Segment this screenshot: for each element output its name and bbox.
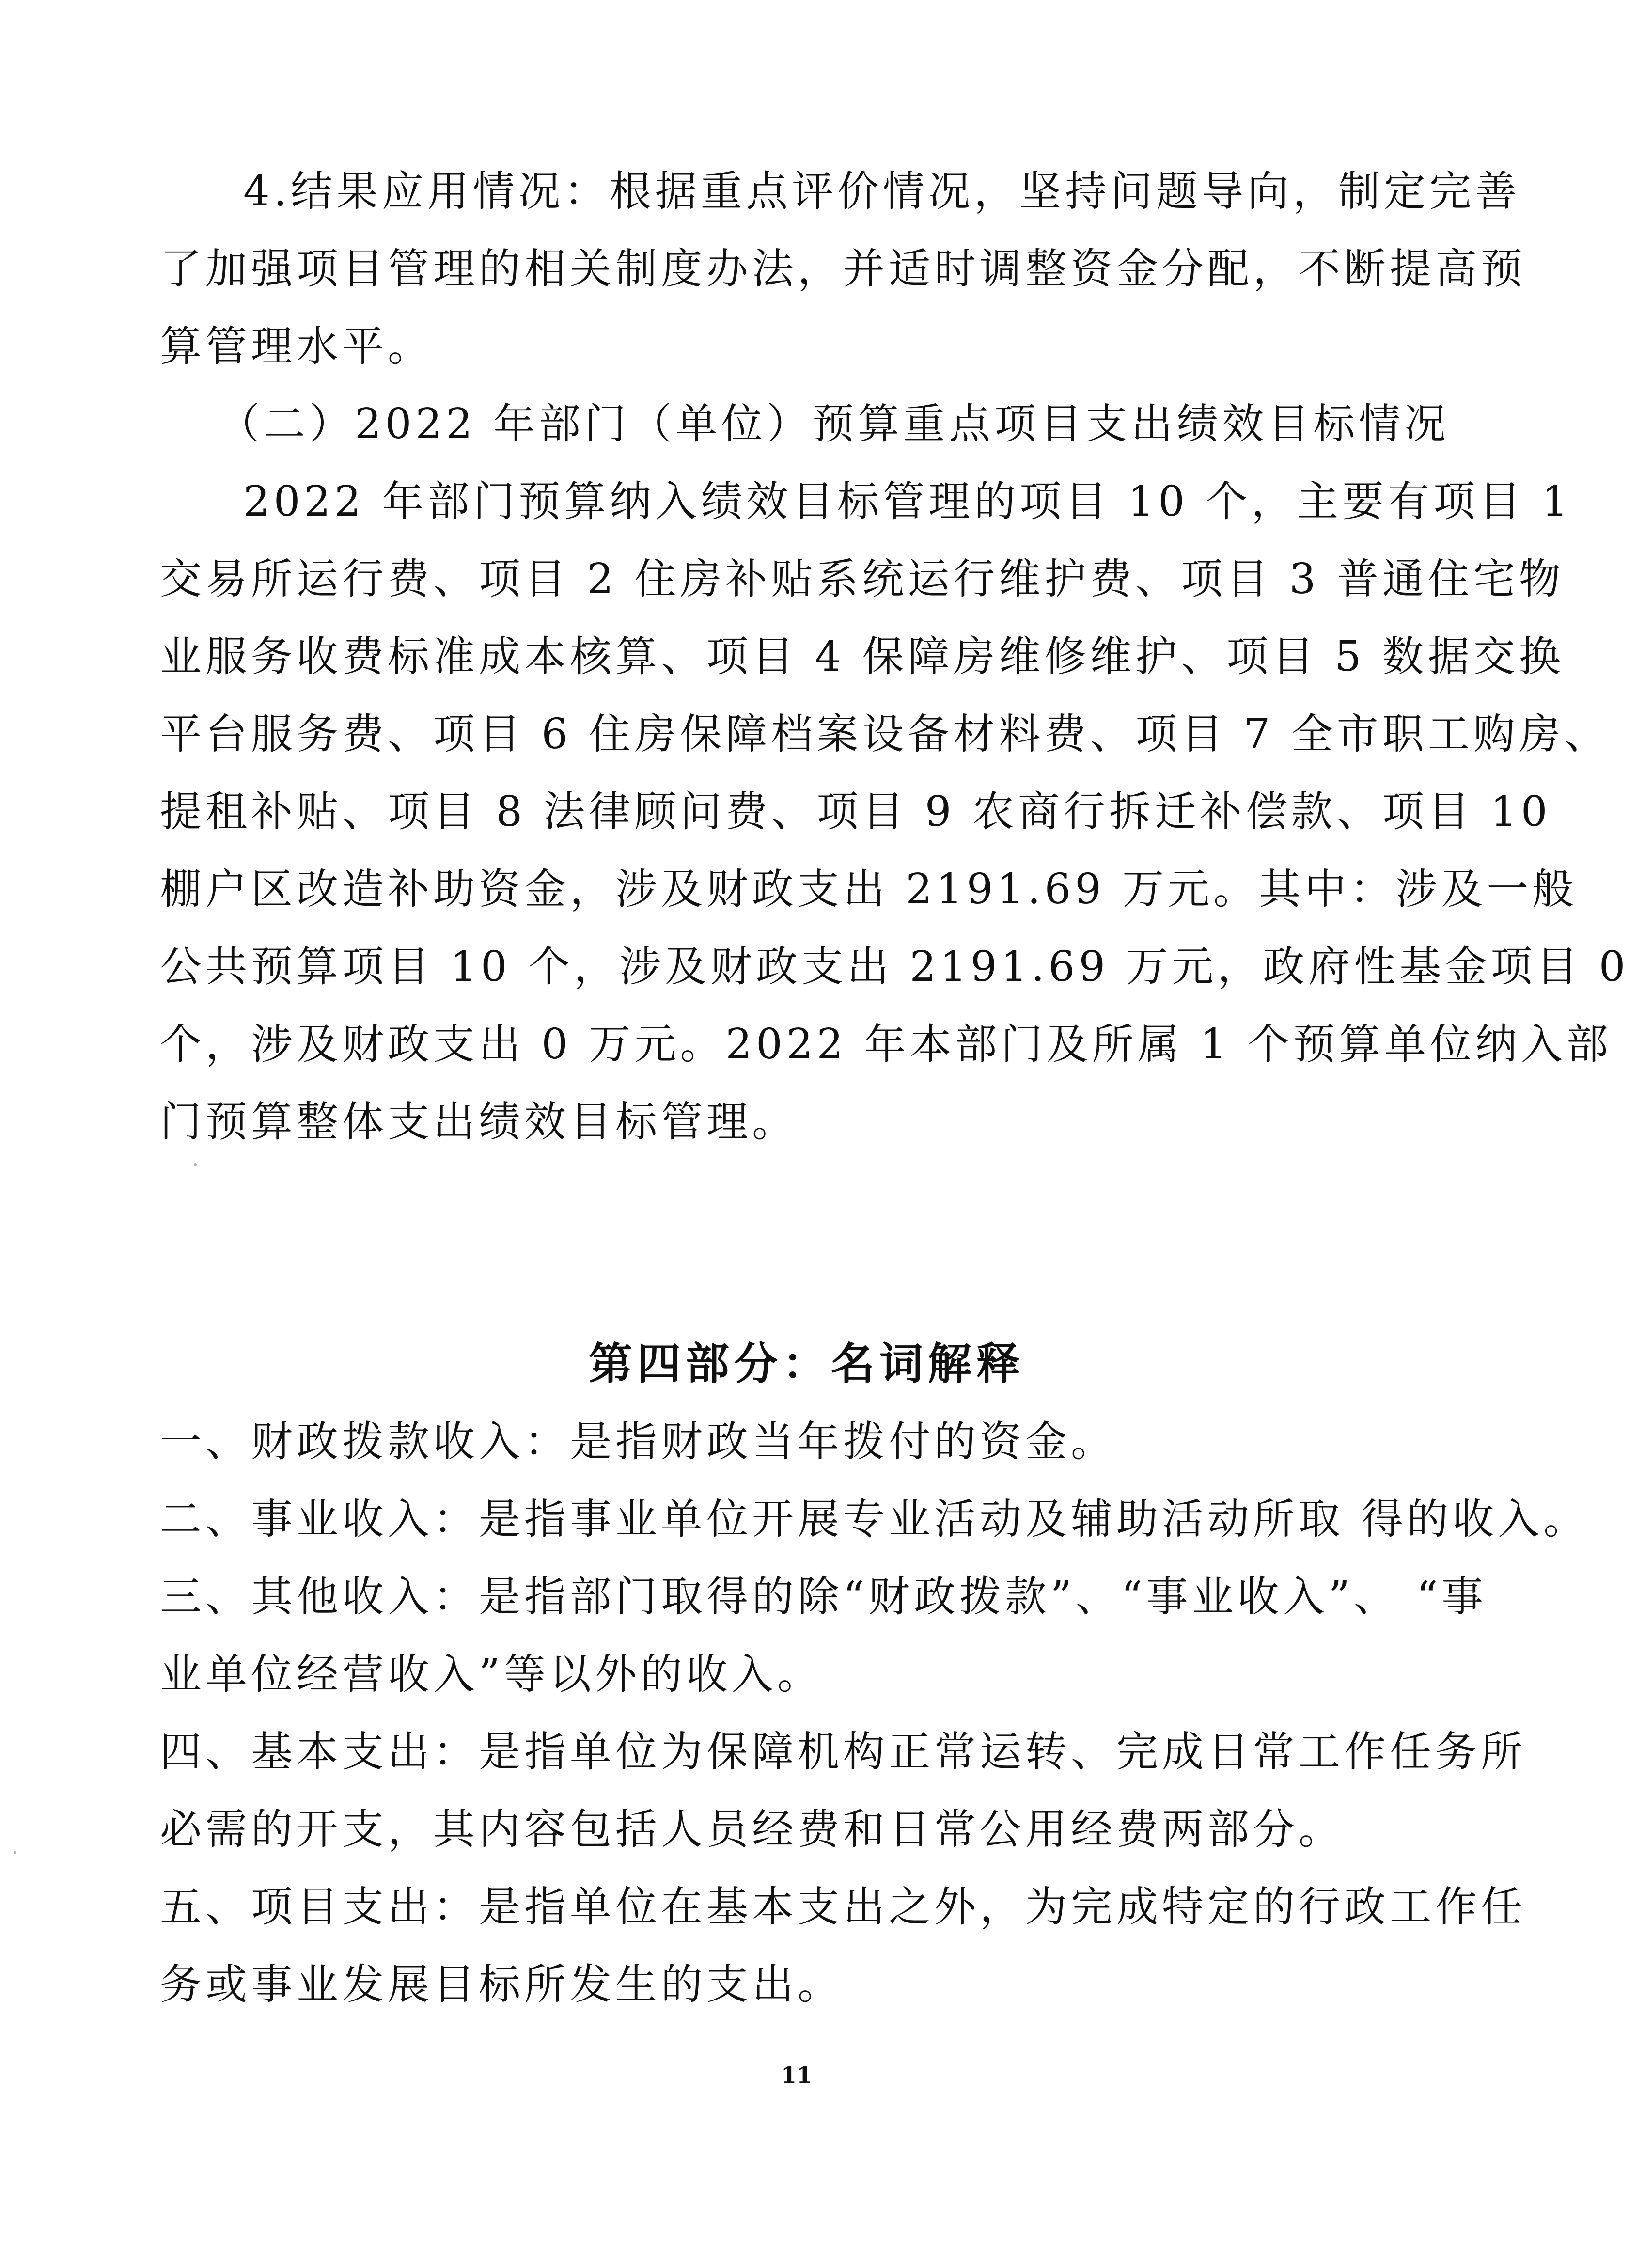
section-title: 第四部分：名词解释	[589, 1339, 1025, 1389]
page-content	[160, 153, 1629, 2023]
paragraph-line: 门预算整体支出绩效目标管理。	[160, 1098, 798, 1146]
paragraph-line: 了加强项目管理的相关制度办法，并适时调整资金分配，不断提高预	[160, 245, 1526, 293]
paragraph-line: 提租补贴、项目 8 法律顾问费、项目 9 农商行拆迁补偿款、项目 10	[160, 788, 1551, 836]
glossary-line: 务或事业发展目标所发生的支出。	[160, 1960, 843, 2009]
glossary-line: 业单位经营收入”等以外的收入。	[160, 1650, 823, 1699]
result-application-paragraph	[160, 153, 1526, 385]
paragraph-line: 棚户区改造补助资金，涉及财政支出 2191.69 万元。其中：涉及一般	[160, 865, 1578, 914]
paragraph-line: 个，涉及财政支出 0 万元。2022 年本部门及所属 1 个预算单位纳入部	[160, 1020, 1612, 1069]
paragraph-line: 业服务收费标准成本核算、项目 4 保障房维修维护、项目 5 数据交换	[160, 632, 1565, 681]
page-number: 11	[781, 2062, 812, 2088]
glossary-line: 三、其他收入：是指部门取得的除“财政拨款”、“事业收入”、 “事	[160, 1573, 1488, 1621]
paragraph-line: 交易所运行费、项目 2 住房补贴系统运行维护费、项目 3 普通住宅物	[160, 555, 1565, 603]
performance-targets-subheading: （二）2022 年部门（单位）预算重点项目支出绩效目标情况	[218, 400, 1450, 448]
glossary-line: 必需的开支，其内容包括人员经费和日常公用经费两部分。	[160, 1805, 1344, 1854]
scan-speck	[14, 1851, 16, 1854]
glossary-list	[160, 1403, 1589, 2023]
glossary-line: 二、事业收入：是指事业单位开展专业活动及辅助活动所取 得的收入。	[160, 1495, 1589, 1544]
projects-paragraph	[160, 463, 1629, 1161]
paragraph-line: 平台服务费、项目 6 住房保障档案设备材料费、项目 7 全市职工购房、	[160, 710, 1610, 758]
paragraph-line: 公共预算项目 10 个，涉及财政支出 2191.69 万元，政府性基金项目 0	[160, 943, 1629, 991]
scan-speck	[194, 1163, 197, 1166]
paragraph-line: 4.结果应用情况：根据重点评价情况，坚持问题导向，制定完善	[243, 167, 1521, 216]
glossary-line: 四、基本支出：是指单位为保障机构正常运转、完成日常工作任务所	[160, 1728, 1526, 1776]
paragraph-line: 算管理水平。	[160, 322, 433, 371]
glossary-line: 五、项目支出：是指单位在基本支出之外，为完成特定的行政工作任	[160, 1883, 1526, 1931]
section-spacer	[160, 1161, 1454, 1325]
glossary-line: 一、财政拨款收入：是指财政当年拨付的资金。	[160, 1418, 1116, 1466]
paragraph-line: 2022 年部门预算纳入绩效目标管理的项目 10 个，主要有项目 1	[243, 477, 1572, 526]
